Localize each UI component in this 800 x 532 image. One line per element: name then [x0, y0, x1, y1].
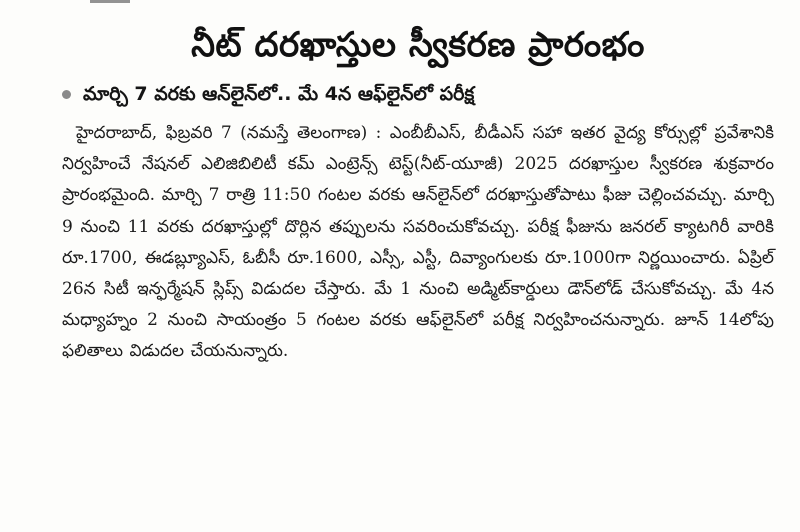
- top-rule-fragment: [90, 0, 130, 3]
- bullet-dot-icon: [62, 90, 71, 99]
- subheadline: మార్చి 7 వరకు ఆన్‌లైన్‌లో.. మే 4న ఆఫ్‌లైన్‌లో పరీక్ష: [83, 83, 475, 105]
- headline: నీట్ దరఖాస్తుల స్వీకరణ ప్రారంభం: [191, 25, 645, 65]
- article-body: హైదరాబాద్, ఫిబ్రవరి 7 (నమస్తే తెలంగాణ) : ఎంబీబీఎస్, బీడీఎస్ సహా ఇతర వైద్య కోర్సుల్లో ప్రవేశానికి నిర్వహించే నేషనల్ ఎలిజిబిలిటీ కమ్ ఎంట్రెన్స్ టెస్ట్(నీట్-యూజీ) 2025 దరఖాస్తుల స్వీకరణ శుక్రవారం ప్రారంభమైంది. మార్చి 7 రాత్రి 11:50 గంటల వరకు ఆన్‌లైన్‌లో దరఖాస్తుతోపాటు ఫీజు చెల్లించవచ్చు. మార్చి 9 నుంచి 11 వరకు దరఖాస్తుల్లో దొర్లిన తప్పులను సవరించుకోవచ్చు. పరీక్ష ఫీజును జనరల్ క్యాటగిరీ వారికి రూ.1700, ఈడబ్ల్యూఎస్, ఓబీసీ రూ.1600, ఎస్సీ, ఎస్టీ, దివ్యాంగులకు రూ.1000గా నిర్ణయించారు. ఏప్రిల్ 26న సిటీ ఇన్ఫర్మేషన్ స్లిప్స్ విడుదల చేస్తారు. మే 1 నుంచి అడ్మిట్‌కార్డులు డౌన్‌లోడ్ చేసుకోవచ్చు. మే 4న మధ్యాహ్నం 2 నుంచి సాయంత్రం 5 గంటల వరకు ఆఫ్‌లైన్‌లో పరీక్ష నిర్వహించనున్నారు. జూన్ 14లోపు ఫలితాలు విడుదల చేయనున్నారు.: [62, 123, 774, 362]
- subheadline-row: [62, 80, 774, 108]
